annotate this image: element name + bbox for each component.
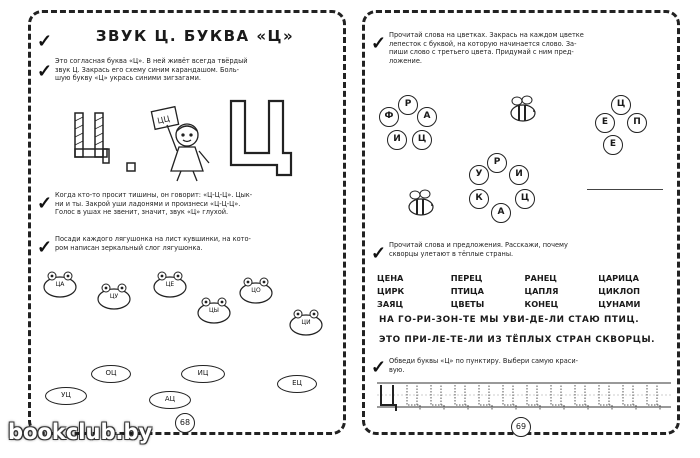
lily-pad[interactable]: УЦ <box>45 387 87 405</box>
petal[interactable]: А <box>417 107 437 127</box>
petal[interactable]: П <box>627 113 647 133</box>
petal[interactable]: Ц <box>412 130 432 150</box>
lily-pad[interactable]: ЕЦ <box>277 375 317 393</box>
petal[interactable]: А <box>491 203 511 223</box>
frog[interactable] <box>95 281 133 311</box>
petal[interactable]: У <box>469 165 489 185</box>
lily-pad[interactable]: ИЦ <box>181 365 225 383</box>
petal[interactable]: И <box>509 165 529 185</box>
check-mark-icon: ✓ <box>371 243 387 264</box>
exercise-text-6: Обведи буквы «Ц» по пунктиру. Выбери самую краси- вую. <box>389 357 579 374</box>
tracing-area[interactable] <box>377 379 671 413</box>
exercise-text-3: Посади каждого лягушонка на лист кувшинки, на кото- ром написан зеркальный слог лягушонка. <box>55 235 251 252</box>
letter-ts-illustration <box>69 91 309 183</box>
bee-icon <box>505 95 541 125</box>
page-number: 69 <box>511 417 531 437</box>
petal[interactable]: Р <box>487 153 507 173</box>
frog-syllable: ЦЫ <box>209 307 219 314</box>
petal[interactable]: Р <box>398 95 418 115</box>
frog-syllable: ЦИ <box>301 319 311 326</box>
sentence-1: НА ГО-РИ-ЗОН-ТЕ МЫ УВИ-ДЕ-ЛИ СТАЮ ПТИЦ. <box>379 315 640 325</box>
frog[interactable] <box>287 307 325 337</box>
frog[interactable] <box>151 269 189 299</box>
frog-syllable: ЦУ <box>109 293 119 300</box>
word-row: ЗАЯЦ ЦВЕТЫ КОНЕЦ ЦУНАМИ <box>377 299 641 309</box>
check-mark-icon: ✓ <box>37 61 53 82</box>
petal[interactable]: К <box>469 189 489 209</box>
petal[interactable]: Е <box>595 113 615 133</box>
word-row: ЦЕНА ПЕРЕЦ РАНЕЦ ЦАРИЦА <box>377 273 639 283</box>
word-row: ЦИРК ПТИЦА ЦАПЛЯ ЦИКЛОП <box>377 286 641 296</box>
frog-syllable: ЦО <box>251 287 261 294</box>
exercise-text-1: Это согласная буква «Ц». В ней живёт всегда твёрдый звук Ц. Закрась его схему синим карандашом. Боль- шую букву «Ц» укрась синими зигзагами. <box>55 57 248 83</box>
word-table <box>377 273 672 312</box>
frog-syllable: ЦА <box>55 281 65 288</box>
svg-text:ЦЦ: ЦЦ <box>156 114 171 126</box>
check-mark-icon: ✓ <box>37 193 53 214</box>
check-mark-icon: ✓ <box>37 31 53 52</box>
frog[interactable] <box>41 269 79 299</box>
petal[interactable]: И <box>387 130 407 150</box>
petal[interactable]: Ф <box>379 107 399 127</box>
check-mark-icon: ✓ <box>371 357 387 378</box>
page-title: ЗВУК Ц. БУКВА «Ц» <box>95 27 295 45</box>
frog-syllable: ЦЕ <box>165 281 175 288</box>
exercise-text-4: Прочитай слова на цветках. Закрась на каждом цветке лепесток с буквой, на которую начинается слово. За- пиши слово с третьего цвета. Придумай с ним пред- ложение. <box>389 31 584 65</box>
frog[interactable] <box>237 275 275 305</box>
bee-icon <box>403 189 439 219</box>
watermark: bookclub.by <box>8 420 153 444</box>
check-mark-icon: ✓ <box>371 33 387 54</box>
lily-pad[interactable]: ОЦ <box>91 365 131 383</box>
answer-line[interactable] <box>587 189 663 190</box>
lily-pad[interactable]: АЦ <box>149 391 191 409</box>
left-page <box>28 10 346 435</box>
petal[interactable]: Ц <box>515 189 535 209</box>
petal[interactable]: Ц <box>611 95 631 115</box>
check-mark-icon: ✓ <box>37 237 53 258</box>
exercise-text-2: Когда кто-то просит тишины, он говорит: «Ц-Ц-Ц». Цык- ни и ты. Закрой уши ладонями и произнеси «Ц-Ц-Ц». Голос в ушах не звенит, значит, звук «Ц» глухой. <box>55 191 253 217</box>
page-number: 68 <box>175 413 195 433</box>
frog[interactable] <box>195 295 233 325</box>
sentence-2: ЭТО ПРИ-ЛЕ-ТЕ-ЛИ ИЗ ТЁПЛЫХ СТРАН СКВОРЦЫ. <box>379 335 656 345</box>
exercise-text-5: Прочитай слова и предложения. Расскажи, почему скворцы улетают в тёплые страны. <box>389 241 568 258</box>
petal[interactable]: Е <box>603 135 623 155</box>
right-page <box>362 10 680 435</box>
